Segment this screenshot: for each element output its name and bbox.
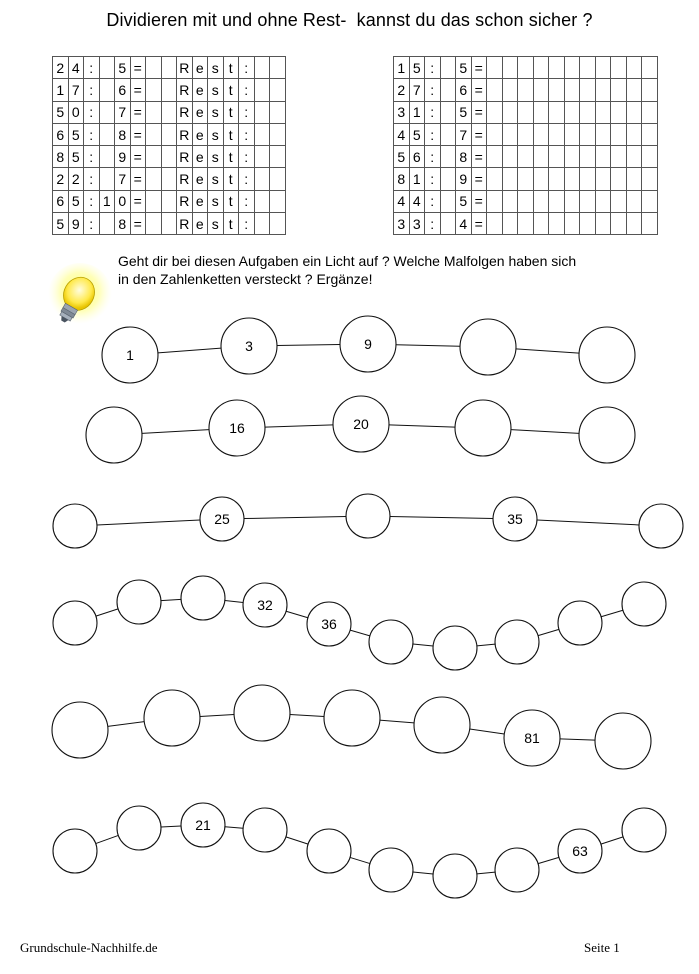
chain-bead[interactable] <box>579 327 635 383</box>
grid-cell: e <box>192 57 208 79</box>
grid-cell: 1 <box>409 168 425 190</box>
grid-cell: 5 <box>115 57 131 79</box>
grid-cell: 4 <box>456 213 472 235</box>
chain-link <box>161 826 181 827</box>
grid-cell: R <box>177 101 193 123</box>
grid-cell: 6 <box>115 79 131 101</box>
chain-link <box>511 430 579 434</box>
number-chain <box>53 494 683 548</box>
grid-cell: 5 <box>409 57 425 79</box>
grid-cell: : <box>239 101 255 123</box>
chain-link <box>158 348 221 353</box>
footer-page-number: Seite 1 <box>584 940 620 955</box>
grid-cell: 5 <box>53 101 69 123</box>
chain-link <box>108 722 144 727</box>
grid-cell: 1 <box>409 101 425 123</box>
chain-bead-value: 9 <box>364 336 372 352</box>
grid-cell: : <box>239 123 255 145</box>
grid-cell: 6 <box>456 79 472 101</box>
grid-cell: 1 <box>53 79 69 101</box>
grid-cell: t <box>223 190 239 212</box>
grid-cell: : <box>239 168 255 190</box>
grid-cell: : <box>239 213 255 235</box>
chain-bead[interactable] <box>307 829 351 873</box>
chain-link <box>350 630 370 636</box>
grid-cell: t <box>223 168 239 190</box>
grid-cell: s <box>208 213 224 235</box>
grid-cell: 7 <box>456 123 472 145</box>
chain-link <box>538 857 559 863</box>
grid-cell: 7 <box>115 168 131 190</box>
grid-cell: : <box>239 146 255 168</box>
grid-cell: t <box>223 101 239 123</box>
grid-cell: = <box>130 57 146 79</box>
chain-bead[interactable] <box>639 504 683 548</box>
number-chain <box>102 316 635 383</box>
grid-cell: = <box>130 146 146 168</box>
grid-cell: 4 <box>394 123 410 145</box>
chain-bead[interactable] <box>495 848 539 892</box>
grid-cell: t <box>223 57 239 79</box>
chain-bead[interactable] <box>495 620 539 664</box>
number-chain <box>52 685 651 769</box>
grid-cell: 4 <box>409 190 425 212</box>
grid-cell: 4 <box>68 57 84 79</box>
grid-cell: s <box>208 101 224 123</box>
chain-bead[interactable] <box>117 806 161 850</box>
chain-bead[interactable] <box>234 685 290 741</box>
chain-bead[interactable] <box>243 808 287 852</box>
grid-cell: : <box>84 101 100 123</box>
chain-link <box>225 600 243 602</box>
grid-cell: = <box>471 101 487 123</box>
grid-cell: e <box>192 146 208 168</box>
grid-cell: : <box>425 213 441 235</box>
grid-cell: e <box>192 123 208 145</box>
chain-link <box>380 720 414 723</box>
grid-cell: 9 <box>115 146 131 168</box>
chain-link <box>477 644 495 646</box>
grid-cell: : <box>425 101 441 123</box>
grid-cell: s <box>208 146 224 168</box>
grid-cell: 0 <box>68 101 84 123</box>
chain-bead[interactable] <box>595 713 651 769</box>
grid-cell: = <box>130 190 146 212</box>
grid-cell: e <box>192 168 208 190</box>
grid-cell: 7 <box>115 101 131 123</box>
grid-cell: 8 <box>115 123 131 145</box>
grid-cell: 2 <box>53 57 69 79</box>
grid-cell: s <box>208 168 224 190</box>
grid-cell: s <box>208 79 224 101</box>
chain-bead[interactable] <box>53 601 97 645</box>
grid-cell: : <box>239 57 255 79</box>
chain-link <box>96 609 118 616</box>
grid-cell: = <box>130 168 146 190</box>
grid-cell: : <box>239 190 255 212</box>
grid-cell: : <box>84 168 100 190</box>
grid-cell: = <box>471 79 487 101</box>
grid-cell: s <box>208 190 224 212</box>
grid-cell: 5 <box>409 123 425 145</box>
grid-cell: 1 <box>99 190 115 212</box>
grid-cell: 5 <box>394 146 410 168</box>
grid-cell: t <box>223 123 239 145</box>
chain-bead-value: 21 <box>195 817 211 833</box>
grid-cell: R <box>177 79 193 101</box>
chain-bead[interactable] <box>53 829 97 873</box>
grid-cell: 2 <box>394 79 410 101</box>
chain-link <box>350 857 370 863</box>
chain-link <box>470 729 505 734</box>
chain-bead-value: 81 <box>524 730 540 746</box>
chain-link <box>413 872 433 874</box>
chain-link <box>97 520 200 525</box>
grid-cell: 1 <box>394 57 410 79</box>
grid-cell: 2 <box>53 168 69 190</box>
chain-bead-value: 35 <box>507 511 523 527</box>
chain-link <box>286 837 308 844</box>
instructions-line-2: in den Zahlenketten versteckt ? Ergänze! <box>118 271 373 287</box>
grid-cell: R <box>177 57 193 79</box>
grid-cell: s <box>208 123 224 145</box>
chain-link <box>560 739 595 740</box>
grid-cell: : <box>84 190 100 212</box>
grid-cell: = <box>471 57 487 79</box>
grid-cell: 5 <box>456 101 472 123</box>
chain-bead[interactable] <box>455 400 511 456</box>
grid-cell: e <box>192 79 208 101</box>
grid-cell: e <box>192 190 208 212</box>
chain-bead[interactable] <box>53 504 97 548</box>
grid-cell: 5 <box>53 213 69 235</box>
chain-link <box>290 715 324 717</box>
grid-cell: 6 <box>53 123 69 145</box>
grid-cell: = <box>471 146 487 168</box>
chain-bead[interactable] <box>324 690 380 746</box>
grid-cell: R <box>177 146 193 168</box>
grid-cell: = <box>471 213 487 235</box>
chain-link <box>142 430 209 434</box>
grid-cell: 5 <box>68 146 84 168</box>
chain-link <box>225 827 243 828</box>
chain-link <box>601 837 623 844</box>
grid-cell: : <box>84 57 100 79</box>
page-title: Dividieren mit und ohne Rest- kannst du das schon sicher ? <box>106 10 593 30</box>
chain-bead[interactable] <box>369 620 413 664</box>
grid-cell: = <box>471 190 487 212</box>
number-chain <box>86 396 635 463</box>
grid-cell: = <box>471 123 487 145</box>
grid-cell: : <box>425 146 441 168</box>
grid-cell: : <box>84 213 100 235</box>
chain-bead-value: 32 <box>257 597 273 613</box>
grid-cell: = <box>130 123 146 145</box>
grid-cell: R <box>177 123 193 145</box>
grid-cell: 2 <box>68 168 84 190</box>
chain-link <box>396 345 460 347</box>
grid-cell: 8 <box>394 168 410 190</box>
chain-link <box>265 425 333 427</box>
grid-cell: 8 <box>115 213 131 235</box>
chain-bead[interactable] <box>86 407 142 463</box>
chain-link <box>286 611 308 617</box>
chain-bead[interactable] <box>144 690 200 746</box>
grid-cell: : <box>425 57 441 79</box>
chain-bead[interactable] <box>622 582 666 626</box>
chain-bead[interactable] <box>181 576 225 620</box>
grid-cell: 7 <box>409 79 425 101</box>
grid-cell: 7 <box>68 79 84 101</box>
footer-site: Grundschule-Nachhilfe.de <box>20 940 158 955</box>
instructions-line-1: Geht dir bei diesen Aufgaben ein Licht auf ? Welche Malfolgen haben sich <box>118 253 577 269</box>
chain-link <box>477 872 495 874</box>
grid-cell: : <box>239 79 255 101</box>
grid-cell: 5 <box>456 190 472 212</box>
grid-cell: = <box>471 168 487 190</box>
grid-cell: : <box>84 79 100 101</box>
grid-cell: e <box>192 101 208 123</box>
grid-cell: 3 <box>394 101 410 123</box>
chain-link <box>516 349 579 353</box>
chain-bead-value: 63 <box>572 843 588 859</box>
grid-cell: 8 <box>53 146 69 168</box>
grid-cell: e <box>192 213 208 235</box>
grid-cell: 5 <box>456 57 472 79</box>
chain-bead[interactable] <box>579 407 635 463</box>
number-chain <box>53 803 666 898</box>
chain-link <box>200 715 234 717</box>
grid-cell: 3 <box>394 213 410 235</box>
grid-cell: : <box>84 146 100 168</box>
chain-bead-value: 3 <box>245 338 253 354</box>
number-chain <box>53 576 666 670</box>
chain-bead[interactable] <box>414 697 470 753</box>
chain-link <box>277 344 340 345</box>
chain-link <box>96 835 119 843</box>
chain-bead-value: 25 <box>214 511 230 527</box>
grid-cell: 4 <box>394 190 410 212</box>
chain-bead[interactable] <box>622 808 666 852</box>
grid-cell: = <box>130 213 146 235</box>
chain-link <box>538 629 559 635</box>
grid-cell: t <box>223 79 239 101</box>
grid-cell: : <box>84 123 100 145</box>
grid-cell: t <box>223 146 239 168</box>
chain-link <box>537 520 639 525</box>
chain-bead[interactable] <box>433 626 477 670</box>
grid-cell: R <box>177 168 193 190</box>
chain-link <box>161 599 181 600</box>
chain-bead[interactable] <box>369 848 413 892</box>
chain-link <box>389 425 455 427</box>
chain-bead[interactable] <box>558 601 602 645</box>
grid-cell: : <box>425 123 441 145</box>
grid-cell: 9 <box>456 168 472 190</box>
chain-bead-value: 20 <box>353 416 369 432</box>
chain-bead-value: 36 <box>321 616 337 632</box>
chain-bead[interactable] <box>346 494 390 538</box>
chain-bead-value: 16 <box>229 420 245 436</box>
chain-bead[interactable] <box>52 702 108 758</box>
grid-cell: 9 <box>68 213 84 235</box>
grid-cell: 3 <box>409 213 425 235</box>
grid-cell: : <box>425 190 441 212</box>
grid-cell: R <box>177 190 193 212</box>
chain-bead[interactable] <box>460 319 516 375</box>
grid-cell: R <box>177 213 193 235</box>
grid-cell: 8 <box>456 146 472 168</box>
grid-cell: : <box>425 168 441 190</box>
grid-cell: : <box>425 79 441 101</box>
chain-link <box>390 516 493 518</box>
chain-bead[interactable] <box>433 854 477 898</box>
chain-link <box>413 644 433 646</box>
grid-cell: = <box>130 101 146 123</box>
grid-cell: s <box>208 57 224 79</box>
chain-bead-value: 1 <box>126 347 134 363</box>
grid-cell: 5 <box>68 123 84 145</box>
grid-cell: 6 <box>409 146 425 168</box>
grid-cell: 6 <box>53 190 69 212</box>
chain-bead[interactable] <box>117 580 161 624</box>
chain-link <box>601 610 623 616</box>
chain-link <box>244 516 346 518</box>
grid-cell: 0 <box>115 190 131 212</box>
grid-cell: = <box>130 79 146 101</box>
grid-cell: 5 <box>68 190 84 212</box>
grid-cell: t <box>223 213 239 235</box>
